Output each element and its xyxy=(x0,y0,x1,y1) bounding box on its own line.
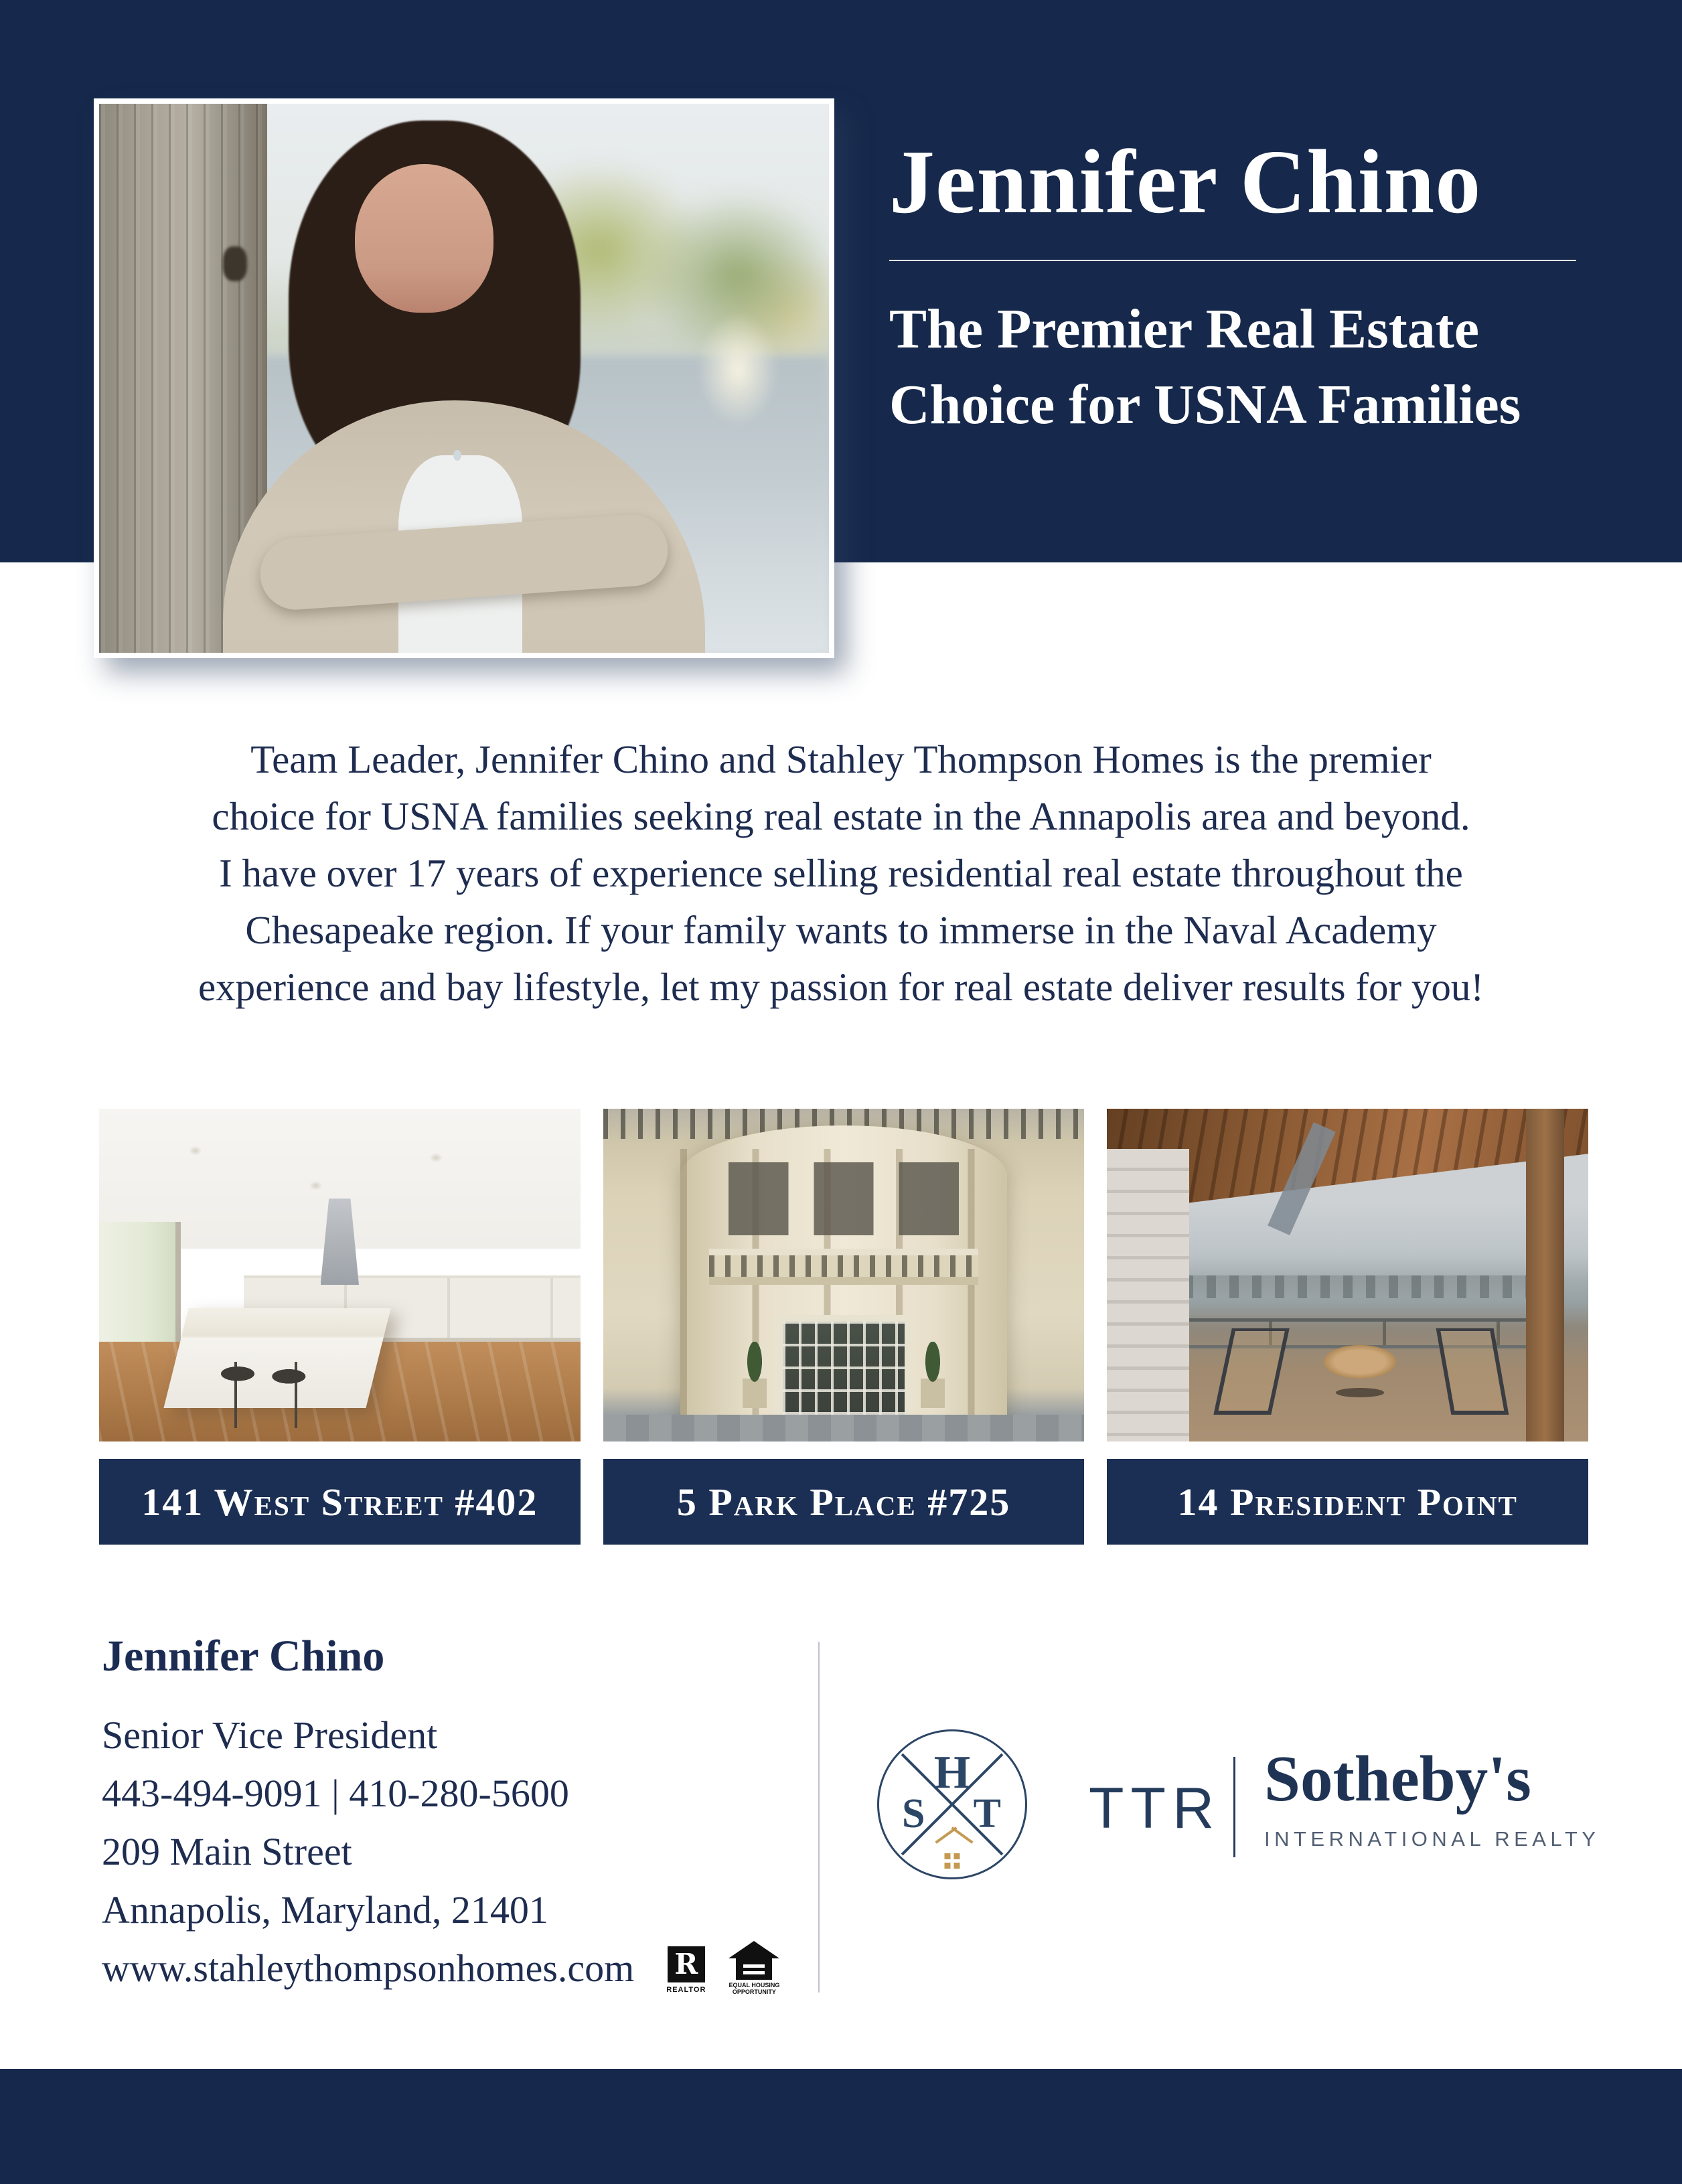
equal-housing-label-line1: EQUAL HOUSING xyxy=(729,1981,780,1988)
property-card-14-president-point xyxy=(1107,1109,1588,1545)
hst-letter-t: T xyxy=(973,1791,1001,1837)
association-badges xyxy=(666,1941,779,1996)
tagline-line-2: Choice for USNA Families xyxy=(889,373,1521,436)
porch-bistro-table xyxy=(1324,1345,1396,1379)
equal-housing-label xyxy=(729,1982,780,1996)
agent-headshot-photo xyxy=(99,104,829,653)
property-caption: 141 West Street #402 xyxy=(99,1459,581,1545)
facade-topiary-right xyxy=(921,1342,945,1408)
porch-siding-wall xyxy=(1107,1149,1189,1441)
contact-title: Senior Vice President xyxy=(102,1713,438,1757)
property-card-5-park-place xyxy=(603,1109,1085,1545)
equal-housing-roof xyxy=(729,1941,779,1958)
sothebys-wordmark: Sotheby's xyxy=(1264,1743,1531,1814)
waterfront-porch-photo xyxy=(1107,1109,1588,1441)
hst-gold-window xyxy=(945,1853,960,1869)
tagline-line-1: The Premier Real Estate xyxy=(889,298,1479,361)
sothebys-logo xyxy=(1264,1743,1600,1851)
intro-line-2: choice for USNA families seeking real estate in the Annapolis area and beyond. xyxy=(212,793,1470,838)
intro-line-3: I have over 17 years of experience selling residential real estate throughout the xyxy=(219,850,1463,895)
stahley-thompson-homes-logo xyxy=(877,1729,1027,1879)
ttr-sothebys-divider xyxy=(1233,1757,1235,1857)
property-listings-row xyxy=(99,1109,1588,1545)
sothebys-international-realty-label: INTERNATIONAL REALTY xyxy=(1264,1826,1600,1851)
property-card-141-west-street xyxy=(99,1109,581,1545)
hst-gold-roof xyxy=(951,1826,973,1844)
hst-letter-s: S xyxy=(902,1791,925,1837)
realtor-label: REALTOR xyxy=(666,1985,706,1994)
agent-face xyxy=(355,164,493,312)
porch-distant-shoreline xyxy=(1184,1275,1559,1299)
intro-line-4: Chesapeake region. If your family wants to immerse in the Naval Academy xyxy=(245,907,1437,952)
facade-topiary-left xyxy=(743,1342,767,1408)
facade-balcony-balustrade xyxy=(709,1249,978,1285)
intro-line-1: Team Leader, Jennifer Chino and Stahley Thompson Homes is the premier xyxy=(250,737,1432,781)
contact-street: 209 Main Street xyxy=(102,1829,352,1873)
realtor-r-mark: R xyxy=(668,1946,705,1982)
porch-railing xyxy=(1155,1318,1559,1348)
contact-city: Annapolis, Maryland, 21401 xyxy=(102,1887,548,1932)
kitchen-interior-photo xyxy=(99,1109,581,1441)
building-entrance-photo xyxy=(603,1109,1085,1441)
intro-paragraph xyxy=(94,731,1588,1016)
intro-line-5: experience and bay lifestyle, let my passion for real estate deliver results for you! xyxy=(198,964,1484,1009)
footer-vertical-divider xyxy=(818,1642,820,1993)
footer-band xyxy=(0,2069,1682,2184)
ttr-logo: TTR xyxy=(1089,1776,1221,1841)
photo-light-bokeh xyxy=(698,313,778,426)
hst-letter-h: H xyxy=(933,1747,971,1798)
contact-block xyxy=(102,1631,780,1997)
equal-housing-label-line2: OPPORTUNITY xyxy=(732,1988,776,1995)
facade-entrance-doors xyxy=(776,1315,911,1421)
equal-housing-icon xyxy=(729,1941,779,1996)
contact-name: Jennifer Chino xyxy=(102,1632,385,1681)
photo-wood-knot xyxy=(223,246,247,281)
header-text-block xyxy=(889,131,1588,443)
equal-housing-house xyxy=(736,1958,772,1980)
header-divider xyxy=(889,260,1576,261)
page-title: Jennifer Chino xyxy=(889,132,1482,232)
porch-wood-post xyxy=(1526,1109,1564,1441)
header-tagline xyxy=(889,292,1588,443)
facade-upper-windows xyxy=(729,1162,960,1235)
realtor-icon xyxy=(666,1946,706,1996)
contact-website: www.stahleythompsonhomes.com xyxy=(102,1946,635,1990)
agent-necklace xyxy=(453,450,461,461)
contact-website-row xyxy=(102,1939,780,1997)
facade-paved-ground xyxy=(603,1415,1085,1441)
contact-phones: 443-494-9091 | 410-280-5600 xyxy=(102,1771,569,1815)
kitchen-barstools xyxy=(214,1362,320,1428)
property-caption: 5 Park Place #725 xyxy=(603,1459,1085,1545)
agent-photo-frame xyxy=(94,98,834,658)
property-caption: 14 President Point xyxy=(1107,1459,1588,1545)
